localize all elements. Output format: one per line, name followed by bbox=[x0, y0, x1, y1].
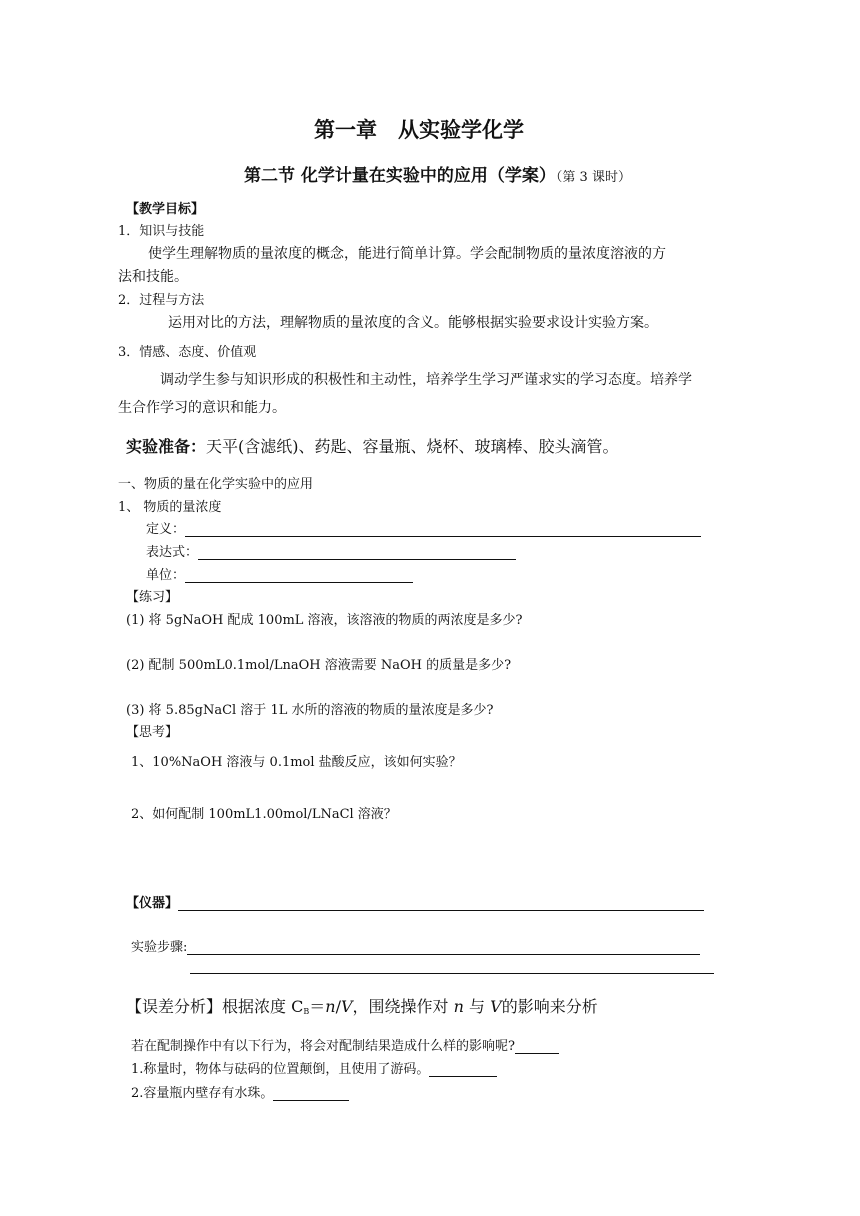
instrument-row bbox=[126, 892, 704, 911]
think-question-2: 2、如何配制 100mL1.00mol/LNaCl 溶液？ bbox=[131, 807, 397, 822]
unit-label: 单位： bbox=[146, 568, 186, 583]
error-analysis-heading bbox=[126, 994, 598, 1017]
objective-1-title: 1．知识与技能 bbox=[118, 224, 205, 239]
practice-question-3: (3) 将 5.85gNaCl 溶于 1L 水所的溶液的物质的量浓度是多少? bbox=[126, 703, 494, 718]
objectives-heading: 【教学目标】 bbox=[126, 202, 205, 217]
definition-label: 定义： bbox=[146, 522, 186, 537]
objective-3-text-line1: 调动学生参与知识形成的积极性和主动性，培养学生学习严谨求实的学习态度。培养学 bbox=[160, 372, 692, 388]
part1-subheading: 1、 物质的量浓度 bbox=[118, 500, 222, 515]
error-question-row bbox=[131, 1035, 559, 1054]
error-var-n: n bbox=[325, 997, 336, 1016]
instrument-blank[interactable] bbox=[178, 895, 704, 911]
steps-row bbox=[131, 936, 700, 955]
objective-1-text-line1: 使学生理解物质的量浓度的概念，能进行简单计算。学会配制物质的量浓度溶液的方 bbox=[148, 246, 666, 262]
steps-label: 实验步骤: bbox=[131, 940, 188, 955]
error-item-2: 2.容量瓶内壁存有水珠。 bbox=[131, 1086, 274, 1101]
error-item-2-blank[interactable] bbox=[273, 1085, 349, 1101]
expression-label: 表达式： bbox=[146, 545, 199, 560]
objective-2-text: 运用对比的方法，理解物质的量浓度的含义。能够根据实验要求设计实验方案。 bbox=[168, 315, 658, 331]
unit-blank[interactable] bbox=[185, 567, 413, 583]
chapter-title: 第一章 从实验学化学 bbox=[314, 117, 524, 142]
practice-question-1: (1) 将 5gNaOH 配成 100mL 溶液，该溶液的物质的两浓度是多少? bbox=[126, 613, 523, 628]
definition-blank[interactable] bbox=[185, 521, 701, 537]
experiment-prep bbox=[126, 434, 619, 457]
error-slash: / bbox=[335, 997, 341, 1016]
error-var-v2: V bbox=[490, 997, 502, 1016]
part1-heading: 一、物质的量在化学实验中的应用 bbox=[118, 477, 314, 492]
prep-label: 实验准备： bbox=[126, 437, 207, 456]
error-item-1-row bbox=[131, 1058, 497, 1077]
objective-2-title: 2．过程与方法 bbox=[118, 293, 205, 308]
instrument-label: 【仪器】 bbox=[126, 896, 179, 911]
error-item-1-blank[interactable] bbox=[429, 1061, 497, 1077]
error-text-b: ＝ bbox=[309, 997, 326, 1016]
error-text-a: 根据浓度 C bbox=[222, 997, 304, 1016]
error-item-1: 1.称量时，物体与砝码的位置颠倒，且使用了游码。 bbox=[131, 1062, 430, 1077]
error-question-blank[interactable] bbox=[515, 1038, 559, 1054]
error-var-v: V bbox=[340, 997, 353, 1016]
section-title-text: 第二节 化学计量在实验中的应用（学案） bbox=[244, 166, 556, 186]
error-text-d: 与 bbox=[463, 997, 491, 1016]
think-question-1: 1、10%NaOH 溶液与 0.1mol 盐酸反应，该如何实验？ bbox=[131, 755, 462, 770]
expression-blank[interactable] bbox=[198, 544, 516, 560]
error-analysis-label: 【误差分析】 bbox=[126, 997, 223, 1016]
section-title bbox=[244, 161, 631, 186]
steps-blank-1[interactable] bbox=[187, 939, 700, 955]
objective-3-text-line2: 生合作学习的意识和能力。 bbox=[118, 400, 286, 416]
steps-blank-2[interactable] bbox=[190, 973, 714, 974]
objective-1-text-line2: 法和技能。 bbox=[118, 269, 188, 285]
section-note: （第 3 课时） bbox=[555, 170, 631, 185]
objective-3-title: 3．情感、态度、价值观 bbox=[118, 345, 257, 360]
prep-items: 天平(含滤纸)、药匙、容量瓶、烧杯、玻璃棒、胶头滴管。 bbox=[206, 437, 619, 456]
definition-row bbox=[146, 518, 701, 537]
error-subscript: B bbox=[303, 1007, 310, 1016]
error-text-e: 的影响来分析 bbox=[501, 997, 598, 1016]
error-item-2-row bbox=[131, 1082, 349, 1101]
error-question: 若在配制操作中有以下行为，将会对配制结果造成什么样的影响呢? bbox=[131, 1039, 515, 1054]
unit-row bbox=[146, 564, 413, 583]
error-var-n2: n bbox=[453, 997, 464, 1016]
expression-row bbox=[146, 541, 516, 560]
practice-heading: 【练习】 bbox=[126, 590, 179, 605]
error-text-c: ，围绕操作对 bbox=[352, 997, 454, 1016]
practice-question-2: (2) 配制 500mL0.1mol/LnaOH 溶液需要 NaOH 的质量是多少? bbox=[126, 658, 512, 673]
think-heading: 【思考】 bbox=[126, 725, 179, 740]
